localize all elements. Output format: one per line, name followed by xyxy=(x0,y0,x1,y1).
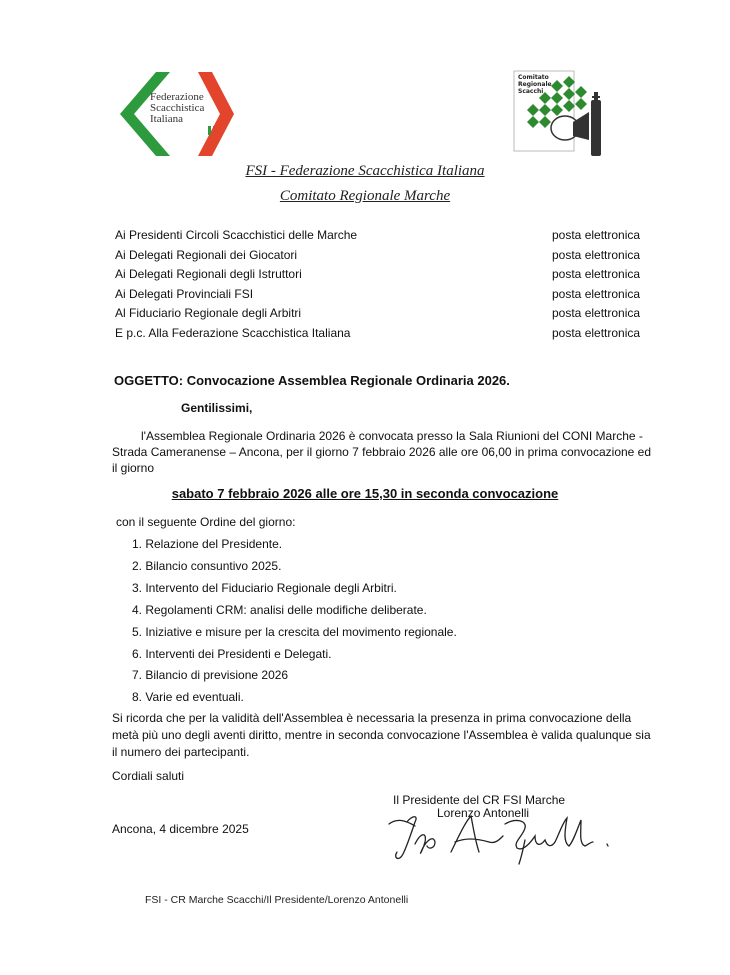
document-footer: FSI - CR Marche Scacchi/Il Presidente/Lorenzo Antonelli xyxy=(145,894,409,906)
signature-role: Il Presidente del CR FSI Marche xyxy=(393,793,566,807)
recipient-channel: posta elettronica xyxy=(552,248,641,262)
body-line: Strada Cameranense – Ancona, per il giorno 7 febbraio 2026 alle ore 06,00 in prima convocazione ed xyxy=(112,445,652,459)
recipient-channel: posta elettronica xyxy=(552,228,641,242)
handwritten-signature xyxy=(385,812,635,867)
recipient-name: Ai Delegati Regionali degli Istruttori xyxy=(115,267,302,281)
agenda-item: 6. Interventi dei Presidenti e Delegati. xyxy=(132,647,332,661)
place-date: Ancona, 4 dicembre 2025 xyxy=(112,822,249,836)
comitato-logo-line: Regionale xyxy=(518,81,552,88)
comitato-logo-line: Scacchi xyxy=(518,88,544,95)
agenda-item: 3. Intervento del Fiduciario Regionale degli Arbitri. xyxy=(132,581,397,595)
recipient-channel: posta elettronica xyxy=(552,326,641,340)
agenda-item: 2. Bilancio consuntivo 2025. xyxy=(132,559,282,573)
body-line: l'Assemblea Regionale Ordinaria 2026 è convocata presso la Sala Riunioni del CONI Marche - xyxy=(141,429,643,443)
comitato-regionale-logo xyxy=(513,70,625,160)
signature-name: Lorenzo Antonelli xyxy=(437,806,530,820)
recipient-name: E p.c. Alla Federazione Scacchistica Italiana xyxy=(115,326,351,340)
recipient-name: Ai Delegati Regionali dei Giocatori xyxy=(115,248,298,262)
fsi-logo-line: Italiana xyxy=(150,113,183,125)
fsi-logo-line: Federazione xyxy=(150,91,204,103)
fsi-logo-line: Scacchistica xyxy=(150,102,205,114)
validity-line: Si ricorda che per la validità dell'Assemblea è necessaria la presenza in prima convocazione della xyxy=(112,711,632,725)
validity-line: metà più uno degli aventi diritto, mentre in seconda convocazione l'Assemblea è valida qualunque sia xyxy=(112,728,651,742)
fsi-logo xyxy=(118,70,236,158)
recipient-channel: posta elettronica xyxy=(552,267,641,281)
comitato-logo-line: Comitato xyxy=(518,74,549,81)
recipient-name: Ai Presidenti Circoli Scacchistici delle Marche xyxy=(115,228,358,242)
comitato-logo-text xyxy=(518,74,552,95)
header-committee-title: Comitato Regionale Marche xyxy=(279,188,451,204)
recipient-channel: posta elettronica xyxy=(552,287,641,301)
recipient-name: Ai Delegati Provinciali FSI xyxy=(115,287,254,301)
agenda-item: 1. Relazione del Presidente. xyxy=(132,537,283,551)
closing: Cordiali saluti xyxy=(112,769,185,783)
recipient-channel: posta elettronica xyxy=(552,306,641,320)
fsi-logo-text xyxy=(150,92,204,125)
agenda-intro: con il seguente Ordine del giorno: xyxy=(116,515,296,529)
agenda-item: 7. Bilancio di previsione 2026 xyxy=(132,668,289,682)
header-federation-title: FSI - Federazione Scacchistica Italiana xyxy=(245,163,485,179)
agenda-item: 8. Varie ed eventuali. xyxy=(132,690,244,704)
validity-line: il numero dei partecipanti. xyxy=(112,745,250,759)
agenda-item: 4. Regolamenti CRM: analisi delle modifiche deliberate. xyxy=(132,603,427,617)
signature-icon xyxy=(385,812,635,867)
body-line: il giorno xyxy=(112,461,155,475)
greeting: Gentilissimi, xyxy=(181,401,253,415)
second-convocation-date: sabato 7 febbraio 2026 alle ore 15,30 in seconda convocazione xyxy=(171,486,559,501)
subject-line: OGGETTO: Convocazione Assemblea Regionale Ordinaria 2026. xyxy=(114,373,510,388)
recipient-name: Al Fiduciario Regionale degli Arbitri xyxy=(115,306,302,320)
agenda-item: 5. Iniziative e misure per la crescita del movimento regionale. xyxy=(132,625,457,639)
